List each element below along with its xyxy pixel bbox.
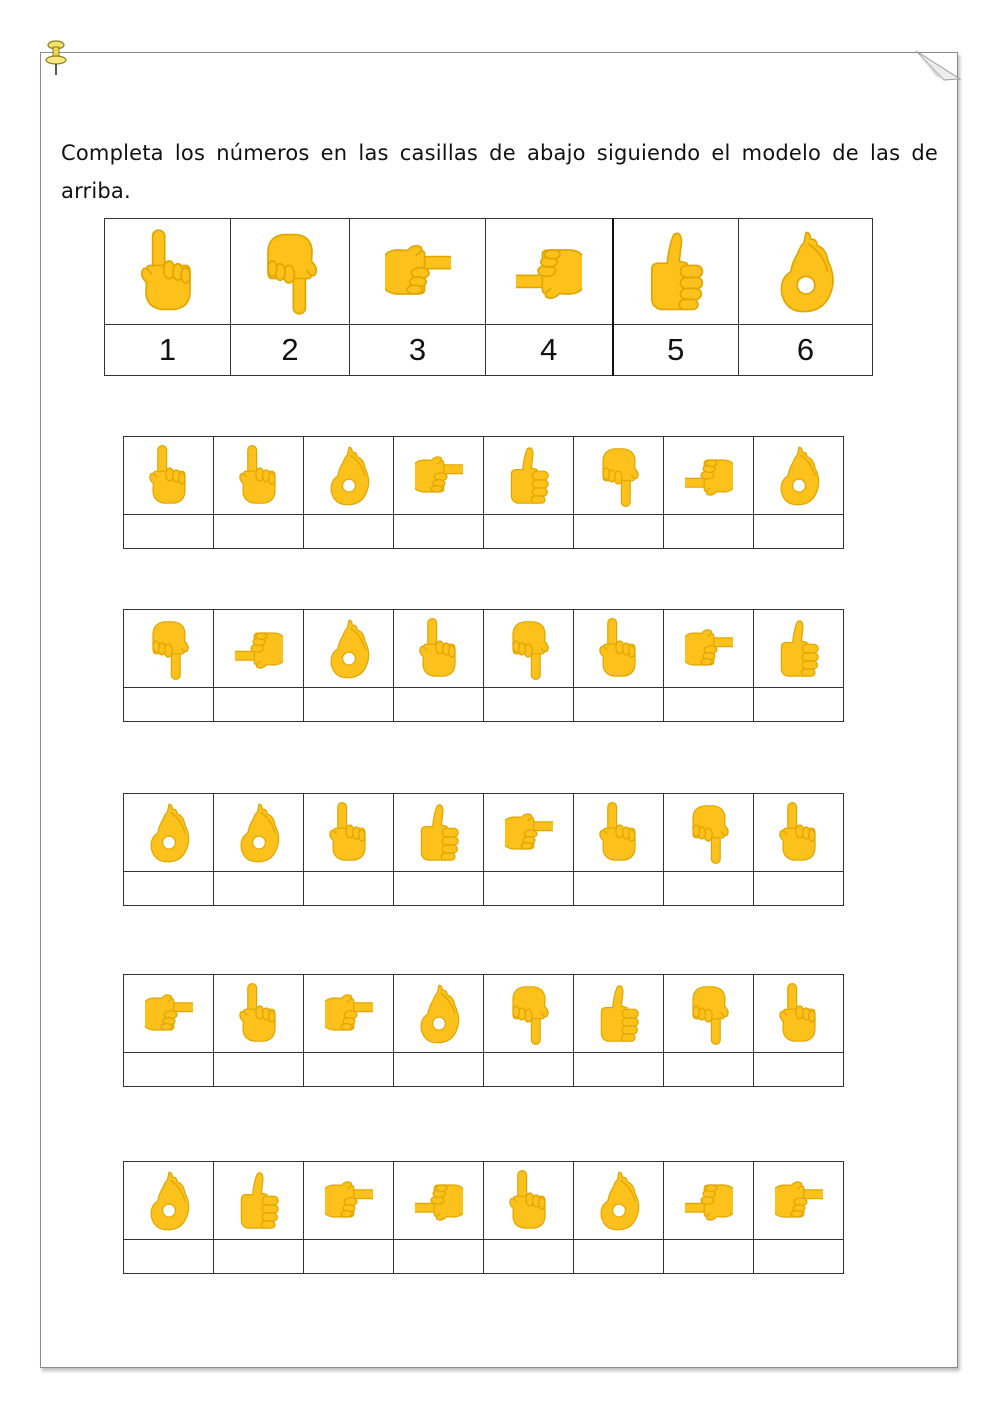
- ok-hand-icon: [775, 444, 823, 508]
- key-table: [104, 218, 873, 376]
- point-up-icon: [415, 617, 463, 681]
- exercise-icon-cell: [304, 975, 394, 1053]
- exercise-icon-cell: [394, 975, 484, 1053]
- point-up-icon: [775, 982, 823, 1046]
- key-number: 1: [105, 325, 231, 376]
- point-right-icon: [685, 617, 733, 681]
- point-up-icon: [145, 444, 193, 508]
- point-up-icon: [505, 1169, 553, 1233]
- exercise-table-3: [123, 793, 844, 906]
- exercise-icon-cell: [574, 610, 664, 688]
- point-down-icon: [685, 982, 733, 1046]
- point-down-icon: [505, 617, 553, 681]
- point-up-icon: [235, 982, 283, 1046]
- answer-box[interactable]: [214, 688, 304, 722]
- point-right-icon: [325, 1169, 373, 1233]
- exercise-icon-cell: [754, 975, 844, 1053]
- answer-box[interactable]: [394, 872, 484, 906]
- answer-box[interactable]: [304, 872, 394, 906]
- key-icon-cell: [486, 219, 613, 325]
- ok-hand-icon: [145, 801, 193, 865]
- answer-box[interactable]: [124, 872, 214, 906]
- answer-box[interactable]: [214, 1240, 304, 1274]
- exercise-icon-cell: [664, 1162, 754, 1240]
- point-left-icon: [415, 1169, 463, 1233]
- point-down-icon: [685, 801, 733, 865]
- exercise-icon-cell: [394, 1162, 484, 1240]
- exercise-icon-cell: [754, 437, 844, 515]
- point-right-icon: [775, 1169, 823, 1233]
- thumbs-up-icon: [595, 982, 643, 1046]
- exercise-icon-cell: [124, 794, 214, 872]
- key-number: 5: [613, 325, 739, 376]
- answer-box[interactable]: [754, 1053, 844, 1087]
- answer-box[interactable]: [394, 1053, 484, 1087]
- key-number: 2: [231, 325, 350, 376]
- key-icon-cell: [105, 219, 231, 325]
- answer-box[interactable]: [304, 1240, 394, 1274]
- answer-box[interactable]: [304, 515, 394, 549]
- answer-box[interactable]: [754, 515, 844, 549]
- answer-box[interactable]: [664, 515, 754, 549]
- ok-hand-icon: [145, 1169, 193, 1233]
- exercise-table-5: [123, 1161, 844, 1274]
- exercise-icon-cell: [304, 610, 394, 688]
- answer-box[interactable]: [484, 688, 574, 722]
- answer-box[interactable]: [214, 872, 304, 906]
- exercise-icon-cell: [574, 975, 664, 1053]
- exercise-icon-cell: [664, 610, 754, 688]
- point-down-icon: [505, 982, 553, 1046]
- key-number: 3: [350, 325, 486, 376]
- point-left-icon: [516, 228, 582, 316]
- exercise-icon-cell: [574, 437, 664, 515]
- answer-box[interactable]: [574, 1240, 664, 1274]
- answer-box[interactable]: [754, 1240, 844, 1274]
- answer-box[interactable]: [124, 688, 214, 722]
- exercise-icon-cell: [124, 975, 214, 1053]
- exercise-icon-cell: [664, 975, 754, 1053]
- answer-box[interactable]: [304, 688, 394, 722]
- point-left-icon: [685, 444, 733, 508]
- exercise-icon-cell: [754, 794, 844, 872]
- exercise-icon-cell: [214, 437, 304, 515]
- page-curl-icon: [914, 50, 962, 86]
- answer-box[interactable]: [124, 515, 214, 549]
- exercise-icon-cell: [484, 437, 574, 515]
- answer-box[interactable]: [214, 1053, 304, 1087]
- answer-box[interactable]: [664, 688, 754, 722]
- point-right-icon: [145, 982, 193, 1046]
- exercise-icon-cell: [484, 975, 574, 1053]
- exercise-icon-cell: [214, 975, 304, 1053]
- pushpin-icon: [44, 38, 68, 80]
- exercise-icon-cell: [304, 794, 394, 872]
- answer-box[interactable]: [574, 872, 664, 906]
- ok-hand-icon: [595, 1169, 643, 1233]
- exercise-icon-cell: [214, 794, 304, 872]
- thumbs-up-icon: [235, 1169, 283, 1233]
- exercise-icon-cell: [394, 437, 484, 515]
- thumbs-up-icon: [643, 228, 709, 316]
- answer-box[interactable]: [574, 1053, 664, 1087]
- answer-box[interactable]: [394, 1240, 484, 1274]
- ok-hand-icon: [325, 444, 373, 508]
- exercise-icon-cell: [214, 1162, 304, 1240]
- exercise-icon-cell: [574, 794, 664, 872]
- answer-box[interactable]: [484, 872, 574, 906]
- answer-box[interactable]: [664, 1240, 754, 1274]
- point-down-icon: [595, 444, 643, 508]
- exercise-icon-cell: [394, 794, 484, 872]
- thumbs-up-icon: [505, 444, 553, 508]
- point-up-icon: [325, 801, 373, 865]
- answer-box[interactable]: [484, 1053, 574, 1087]
- point-left-icon: [685, 1169, 733, 1233]
- exercise-icon-cell: [214, 610, 304, 688]
- answer-box[interactable]: [754, 872, 844, 906]
- exercise-icon-cell: [484, 794, 574, 872]
- point-right-icon: [505, 801, 553, 865]
- point-up-icon: [595, 801, 643, 865]
- point-down-icon: [145, 617, 193, 681]
- answer-box[interactable]: [214, 515, 304, 549]
- key-icon-cell: [231, 219, 350, 325]
- exercise-icon-cell: [754, 1162, 844, 1240]
- exercise-icon-cell: [394, 610, 484, 688]
- point-down-icon: [257, 228, 323, 316]
- point-up-icon: [135, 228, 201, 316]
- point-left-icon: [235, 617, 283, 681]
- answer-box[interactable]: [664, 872, 754, 906]
- answer-box[interactable]: [484, 515, 574, 549]
- exercise-table-2: [123, 609, 844, 722]
- exercise-icon-cell: [304, 437, 394, 515]
- answer-box[interactable]: [574, 688, 664, 722]
- key-number: 4: [486, 325, 613, 376]
- thumbs-up-icon: [775, 617, 823, 681]
- exercise-icon-cell: [124, 437, 214, 515]
- page-shadow: [42, 1369, 958, 1373]
- ok-hand-icon: [415, 982, 463, 1046]
- key-number: 6: [739, 325, 873, 376]
- ok-hand-icon: [773, 228, 839, 316]
- exercise-table-4: [123, 974, 844, 1087]
- answer-box[interactable]: [664, 1053, 754, 1087]
- exercise-icon-cell: [124, 1162, 214, 1240]
- answer-box[interactable]: [304, 1053, 394, 1087]
- ok-hand-icon: [235, 801, 283, 865]
- exercise-icon-cell: [574, 1162, 664, 1240]
- answer-box[interactable]: [124, 1053, 214, 1087]
- answer-box[interactable]: [394, 515, 484, 549]
- exercise-icon-cell: [484, 610, 574, 688]
- answer-box[interactable]: [124, 1240, 214, 1274]
- key-icon-cell: [350, 219, 486, 325]
- answer-box[interactable]: [394, 688, 484, 722]
- exercise-icon-cell: [484, 1162, 574, 1240]
- point-up-icon: [595, 617, 643, 681]
- instruction-text: Completa los números en las casillas de abajo siguiendo el modelo de las de arriba.: [61, 141, 938, 203]
- point-right-icon: [325, 982, 373, 1046]
- exercise-icon-cell: [304, 1162, 394, 1240]
- ok-hand-icon: [325, 617, 373, 681]
- point-right-icon: [415, 444, 463, 508]
- exercise-table-1: [123, 436, 844, 549]
- exercise-icon-cell: [664, 794, 754, 872]
- exercise-icon-cell: [124, 610, 214, 688]
- answer-box[interactable]: [484, 1240, 574, 1274]
- point-right-icon: [385, 228, 451, 316]
- key-icon-cell: [613, 219, 739, 325]
- exercise-icon-cell: [754, 610, 844, 688]
- point-up-icon: [775, 801, 823, 865]
- key-icon-cell: [739, 219, 873, 325]
- answer-box[interactable]: [574, 515, 664, 549]
- point-up-icon: [235, 444, 283, 508]
- answer-box[interactable]: [754, 688, 844, 722]
- thumbs-up-icon: [415, 801, 463, 865]
- exercise-icon-cell: [664, 437, 754, 515]
